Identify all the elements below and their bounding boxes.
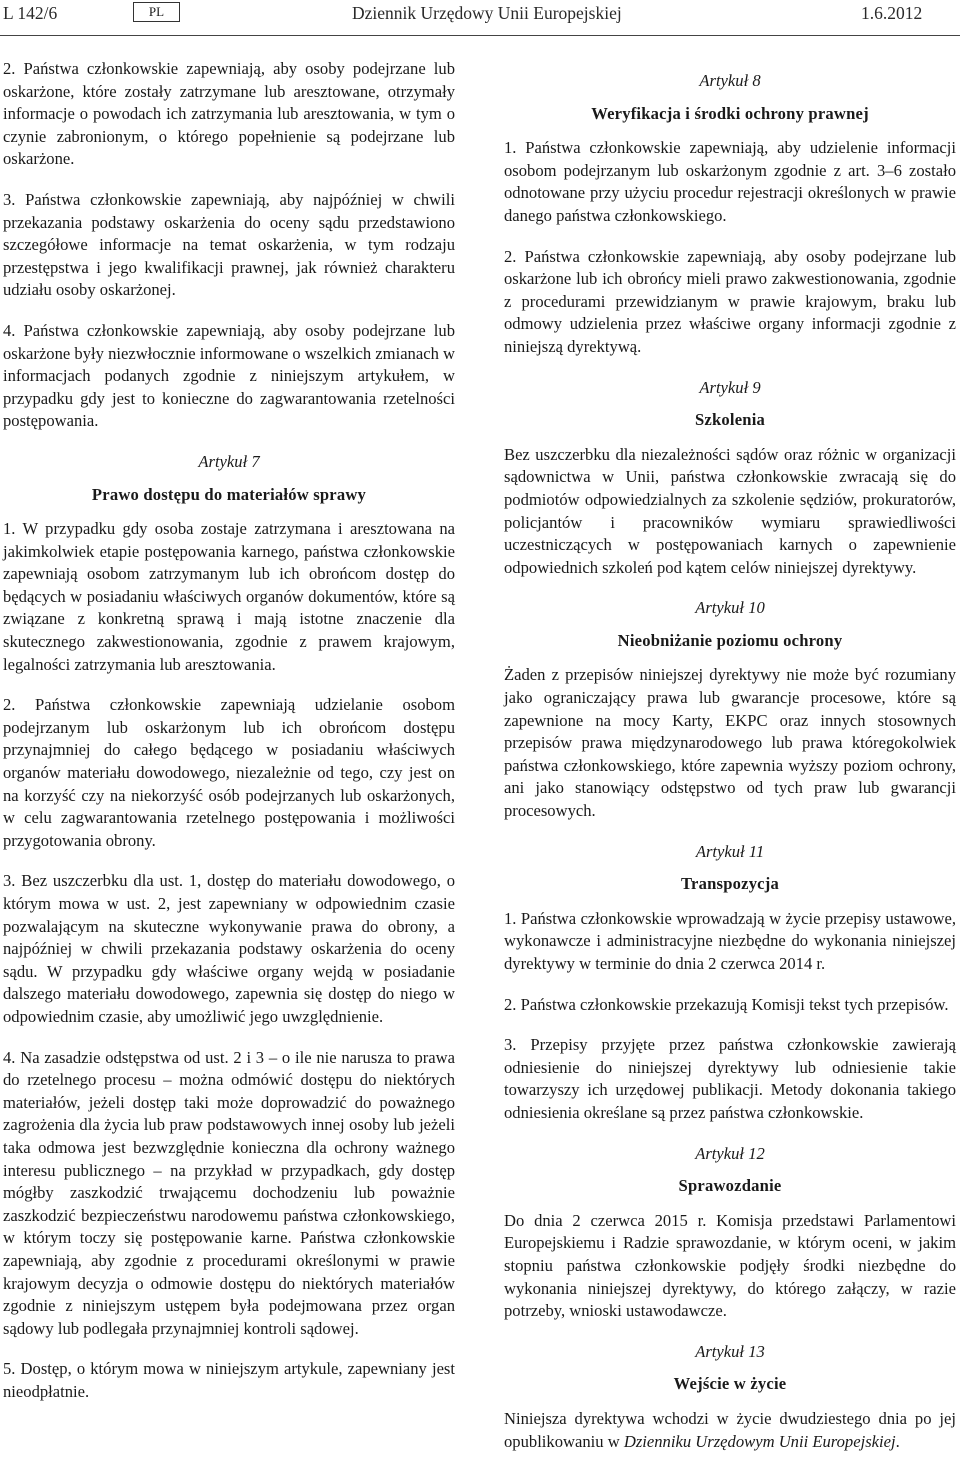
paragraph: 3. Przepisy przyjęte przez państwa członkowskie zawierają odniesienie do niniejszej dyrektywy lub odniesienie takie towarzyszy ich urzędowej publikacji. Metody dokonania takiego odniesienia określane są przez państwa członkowskie. <box>504 1035 956 1122</box>
paragraph: 1. Państwa członkowskie zapewniają, aby udzielenie informacji osobom podejrzanym lub oskarżonym zgodnie z art. 3–6 zostało odnotowane przy użyciu procedur rejestracji określonych w prawie danego państwa członkowskiego. <box>504 138 956 225</box>
article-7-heading: Prawo dostępu do materiałów sprawy <box>91 484 367 504</box>
paragraph: 3. Bez uszczerbku dla ust. 1, dostęp do materiału dowodowego, o którym mowa w ust. 2, jest zapewniany w odpowiednim czasie pozwalającym na skuteczne wykonywanie prawa do obrony, a najpóźniej w chwili przekazania podstawy oskarżenia do oceny sądu. W przypadku gdy właściwe organy wejdą w posiadanie dalszego materiału dowodowego, zapewnia się dostęp do niego w odpowiednim czasie, aby umożliwić jego uwzględnienie. <box>3 871 455 1026</box>
paragraph: 1. Państwa członkowskie wprowadzają w życie przepisy ustawowe, wykonawcze i administracyjne niezbędne do wykonania niniejszej dyrektywy w terminie do dnia 2 czerwca 2014 r. <box>504 908 956 973</box>
paragraph: Żaden z przepisów niniejszej dyrektywy nie może być rozumiany jako ograniczający prawa lub gwarancje procesowe, które są zapewnione na mocy Karty, EKPC oraz innych stosownych przepisów prawa międzynarodowego lub prawa któregokolwiek państwa członkowskiego, które zapewnia wyższy poziom ochrony, ani jako stanowiący odstępstwo od tych praw lub gwarancji procesowych. <box>504 665 956 821</box>
paragraph: Do dnia 2 czerwca 2015 r. Komisja przedstawi Parlamentowi Europejskiemu i Radzie sprawozdanie, w którym oceni, w jakim stopniu państwa członkowskie podjęły środki niezbędne do wykonania niniejszej dyrektywy, do którego załączy, w razie potrzeby, wnioski ustawodawcze. <box>504 1210 956 1321</box>
journal-name-italic: Dzienniku Urzędowym Unii Europejskiej <box>623 1431 896 1451</box>
paragraph: 4. Państwa członkowskie zapewniają, aby osoby podejrzane lub oskarżone były niezwłocznie informowane o wszelkich zmianach w informacjach podanych zgodnie z niniejszym artykułem, w przypadku gdy jest to konieczne do zagwarantowania rzetelności postępowania. <box>3 320 456 431</box>
paragraph: 2. Państwa członkowskie zapewniają, aby osoby podejrzane lub oskarżone, które zostały zatrzymane lub aresztowane, otrzymały informacje o powodach ich zatrzymania lub aresztowania, w tym o czynie zabronionym, o którego popełnienie są podejrzane lub oskarżone. <box>3 59 455 169</box>
text-segment: . <box>895 1431 900 1451</box>
article-9-heading: Szkolenia <box>694 410 766 430</box>
article-13-heading: Wejście w życie <box>673 1374 787 1394</box>
article-11-heading: Transpozycja <box>681 874 779 894</box>
paragraph: 4. Na zasadzie odstępstwa od ust. 2 i 3 – o ile nie narusza to prawa do rzetelnego procesu – można odmówić dostępu do niektórych materiałów, jeżeli dostęp taki może doprowadzić do poważnego zagrożenia dla życia lub praw podstawowych innej osoby lub jeżeli taka odmowa jest bezwzględnie konieczna dla ochrony ważnego interesu publicznego – na przykład w przypadkach, gdy dostęp mógłby zaszkodzić trwającemu dochodzeniu lub poważnie zaszkodzić bezpieczeństwu narodowemu państwa członkowskiego, w którym toczy się postępowanie karne. Państwa członkowskie zapewniają, aby zgodnie z procedurami określonymi w prawie krajowym decyzja o odmowie dostępu do niektórych materiałów zgodnie z niniejszym ustępem była podejmowana przez organ sądowy lub podlegała przynajmniej kontroli sądowej. <box>3 1047 455 1338</box>
language-code-box: PL <box>133 2 180 22</box>
article-10-title: Artykuł 10 <box>695 598 765 618</box>
publication-date: 1.6.2012 <box>861 3 923 23</box>
article-13-title: Artykuł 13 <box>695 1341 765 1361</box>
page-header <box>0 0 960 38</box>
left-column <box>3 58 455 1421</box>
paragraph: Bez uszczerbku dla niezależności sądów oraz różnic w organizacji sądownictwa w Unii, państwa członkowskie zwracają się do podmiotów odpowiedzialnych za szkolenie sędziów, prokuratorów, policjantów i pracowników wymiaru sprawiedliwości uczestniczących w postępowaniach karnych o zapewnienie odpowiednich szkoleń pod kątem celów niniejszej dyrektywy. <box>504 444 956 577</box>
article-8-title: Artykuł 8 <box>699 71 761 90</box>
article-7-title: Artykuł 7 <box>198 451 260 471</box>
article-8-heading: Weryfikacja i środki ochrony prawnej <box>591 103 869 123</box>
journal-title: Dziennik Urzędowy Unii Europejskiej <box>352 3 622 23</box>
paragraph: 2. Państwa członkowskie zapewniają, aby osoby podejrzane lub oskarżone lub ich obrońcy mieli prawo zakwestionowania, zgodnie z procedurami przewidzianym w prawie krajowym, braku lub odmowy udzielenia przez właściwe organy informacji zgodnie z niniejszą dyrektywą. <box>504 246 956 356</box>
paragraph: 3. Państwa członkowskie zapewniają, aby najpóźniej w chwili przekazania podstawy oskarżenia do oceny sądu przedstawiono szczegółowe informacje na temat oskarżenia, w tym rodzaju przestępstwa i jego kwalifikacji prawnej, jak również charakteru udziału osoby oskarżonej. <box>3 189 455 300</box>
article-12-title: Artykuł 12 <box>695 1143 765 1163</box>
paragraph: 2. Państwa członkowskie zapewniają udzielanie osobom podejrzanym lub oskarżonym lub ich obrońcom dostępu przynajmniej do całego będącego w posiadaniu właściwych organów materiału dowodowego, niezależnie od tego, czy jest on na korzyść czy na niekorzyść osób podejrzanych lub oskarżonych, w celu zagwarantowania rzetelnego postępowania i możliwości przygotowania obrony. <box>3 695 455 850</box>
article-9-title: Artykuł 9 <box>699 377 761 397</box>
page-reference: L 142/6 <box>3 3 58 23</box>
right-column <box>504 58 956 1471</box>
article-11-title: Artykuł 11 <box>695 841 765 861</box>
paragraph: 5. Dostęp, o którym mowa w niniejszym artykule, zapewniany jest nieodpłatnie. <box>3 1359 455 1401</box>
article-10-heading: Nieobniżanie poziomu ochrony <box>617 630 843 650</box>
article-12-heading: Sprawozdanie <box>678 1176 782 1196</box>
paragraph <box>504 1408 956 1453</box>
header-divider <box>0 35 960 36</box>
text-segment: Niniejsza dyrektywa wchodzi w życie dwudziestego dnia po jej opublikowaniu w <box>504 1408 956 1451</box>
paragraph: 1. W przypadku gdy osoba zostaje zatrzymana i aresztowana na jakimkolwiek etapie postępowania karnego, państwa członkowskie zapewniają osobom zatrzymanym lub ich obrońcom dostęp do będących w posiadaniu właściwych organów dokumentów, które są związane z konkretną sprawą i mają istotne znaczenie dla skutecznego zakwestionowania, zgodnie z prawem krajowym, legalności zatrzymania lub aresztowania. <box>3 519 455 674</box>
paragraph: 2. Państwa członkowskie przekazują Komisji tekst tych przepisów. <box>504 994 949 1014</box>
